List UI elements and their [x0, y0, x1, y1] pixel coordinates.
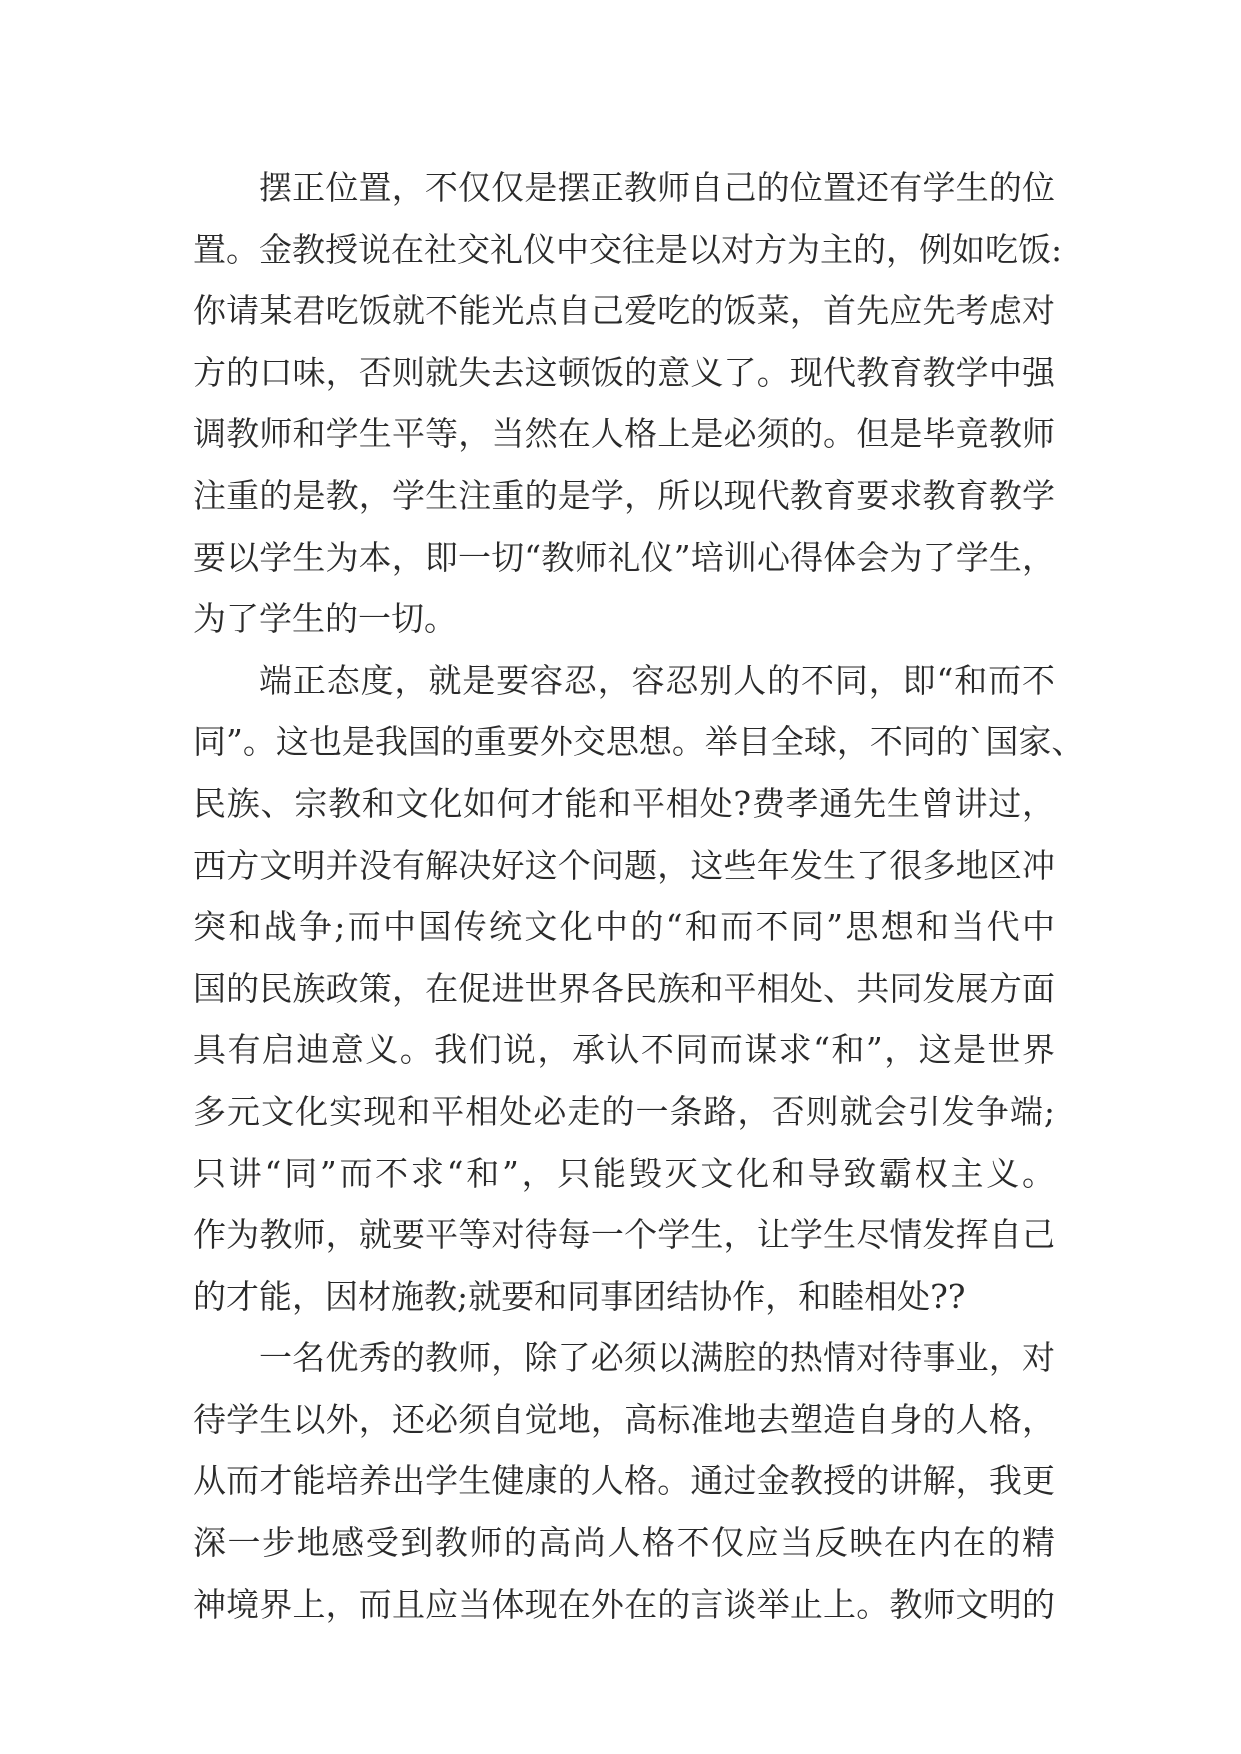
document-body: [193, 157, 1085, 1635]
paragraph-1: [193, 157, 1063, 650]
paragraph-3: [193, 1327, 1055, 1635]
paragraph-2: [193, 650, 1085, 1328]
paragraph-line: 摆正位置，不仅仅是摆正教师自己的位置还有学生的位: [259, 168, 1055, 207]
paragraph-line: 多元文化实现和平相处必走的一条路，否则就会引发争端;: [193, 1091, 1055, 1131]
paragraph-line: 深一步地感受到教师的高尚人格不仅应当反映在内在的精: [193, 1523, 1055, 1563]
paragraph-line: 具有启迪意义。我们说，承认不同而谋求“和”，这是世界: [193, 1030, 1055, 1070]
paragraph-line: 端正态度，就是要容忍，容忍别人的不同，即“和而不: [259, 660, 1055, 700]
paragraph-line: 待学生以外，还必须自觉地，高标准地去塑造自身的人格，: [193, 1399, 1055, 1439]
paragraph-line: 的才能，因材施教;就要和同事团结协作，和睦相处??: [193, 1276, 966, 1316]
paragraph-line: 调教师和学生平等，当然在人格上是必须的。但是毕竟教师: [193, 414, 1055, 454]
paragraph-line: 突和战争;而中国传统文化中的“和而不同”思想和当代中: [193, 907, 1055, 947]
paragraph-line: 从而才能培养出学生健康的人格。通过金教授的讲解，我更: [193, 1461, 1055, 1501]
paragraph-line: 只讲“同”而不求“和”，只能毁灭文化和导致霸权主义。: [193, 1153, 1055, 1193]
paragraph-line: 要以学生为本，即一切“教师礼仪”培训心得体会为了学生，: [193, 537, 1055, 577]
paragraph-line: 方的口味，否则就失去这顿饭的意义了。现代教育教学中强: [193, 352, 1055, 392]
paragraph-line: 国的民族政策，在促进世界各民族和平相处、共同发展方面: [193, 968, 1055, 1008]
paragraph-line: 一名优秀的教师，除了必须以满腔的热情对待事业，对: [259, 1338, 1055, 1378]
paragraph-line: 置。金教授说在社交礼仪中交往是以对方为主的，例如吃饭:: [193, 229, 1063, 269]
paragraph-line: 作为教师，就要平等对待每一个学生，让学生尽情发挥自己: [193, 1215, 1055, 1255]
paragraph-line: 为了学生的一切。: [193, 599, 457, 639]
paragraph-line: 神境界上，而且应当体现在外在的言谈举止上。教师文明的: [193, 1584, 1055, 1624]
paragraph-line: 注重的是教，学生注重的是学，所以现代教育要求教育教学: [193, 475, 1055, 515]
paragraph-line: 西方文明并没有解决好这个问题，这些年发生了很多地区冲: [193, 845, 1055, 885]
paragraph-line: 你请某君吃饭就不能光点自己爱吃的饭菜，首先应先考虑对: [193, 291, 1055, 331]
paragraph-line: 同”。这也是我国的重要外交思想。举目全球，不同的`国家、: [193, 722, 1085, 762]
paragraph-line: 民族、宗教和文化如何才能和平相处?费孝通先生曾讲过，: [193, 783, 1055, 823]
